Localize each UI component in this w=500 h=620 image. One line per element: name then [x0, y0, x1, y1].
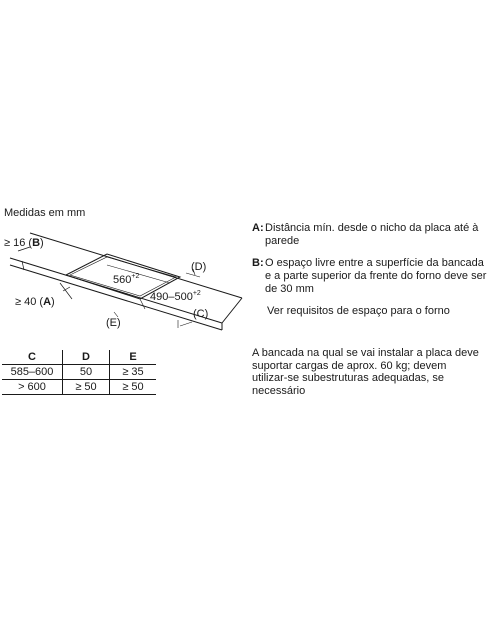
table-cell: 585–600 [2, 365, 63, 380]
note-oven-requirements [252, 305, 492, 318]
table-cell: ≥ 50 [110, 380, 157, 395]
note-text: Distância mín. desde o nicho da placa até à parede [265, 222, 479, 247]
table-cell: ≥ 50 [63, 380, 110, 395]
table-cell: 50 [63, 365, 110, 380]
label-e: (E) [106, 317, 121, 329]
dimensions-caption: Medidas em mm [4, 207, 86, 219]
header-c: C [28, 351, 36, 363]
note-text: Ver requisitos de espaço para o forno [267, 305, 450, 317]
label-560: $560^{+2}$ [113, 273, 140, 286]
label-min-40-a: ≥ 40 (A) [15, 296, 55, 308]
dimensions-table [2, 350, 156, 395]
table-header-row [2, 350, 156, 365]
notes-list [252, 222, 492, 327]
label-d: (D) [191, 261, 207, 273]
table-cell: > 600 [2, 380, 63, 395]
note-key: A: [252, 222, 264, 234]
note-b [252, 257, 492, 296]
note-a [252, 222, 492, 248]
note-key: B: [252, 257, 264, 269]
header-e: E [110, 350, 157, 365]
table-row [2, 365, 156, 380]
label-c: (C) [193, 308, 209, 320]
cutout-diagram [0, 225, 250, 350]
header-d: D [63, 350, 110, 365]
note-text: O espaço livre entre a superfície da bancada e a parte superior da frente do forno deve ser de 30 mm [265, 257, 487, 295]
table-cell: ≥ 35 [110, 365, 157, 380]
worktop-right-end [222, 298, 242, 323]
label-min-16-b: ≥ 16 (B) [4, 237, 44, 249]
label-490-500: $490-500^{+2}$ [150, 290, 201, 303]
table-row [2, 380, 156, 395]
worktop-load-note: A bancada na qual se vai instalar a placa deve suportar cargas de aprox. 60 kg; devem utilizar-se subestruturas adequadas, se necessário [252, 347, 479, 397]
